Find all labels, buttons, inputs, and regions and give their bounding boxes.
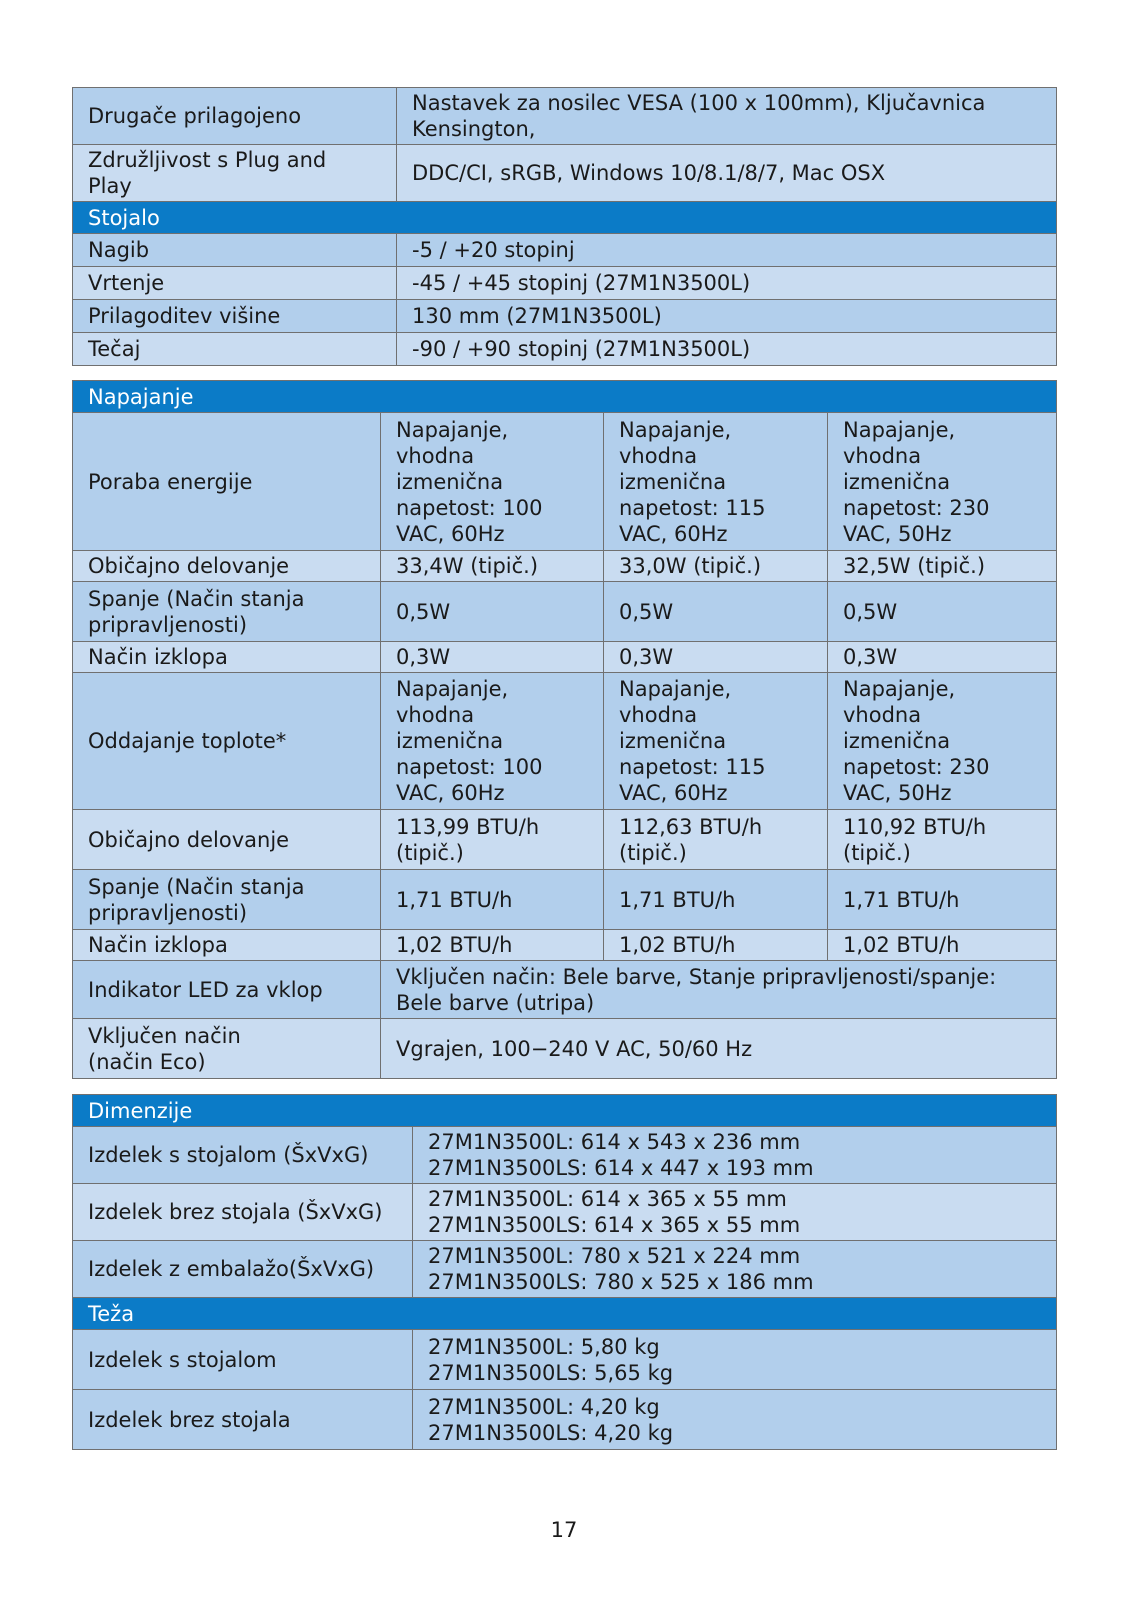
row-value: -45 / +45 stopinj (27M1N3500L) (397, 267, 1057, 300)
table-row (73, 234, 1057, 267)
row-value: 0,5W (604, 582, 828, 642)
value-line: 27M1N3500L: 4,20 kg (428, 1394, 660, 1419)
value-line: napetost: 100 (396, 495, 543, 520)
value-line: 27M1N3500LS: 614 x 365 x 55 mm (428, 1213, 801, 1237)
row-value (413, 1241, 1057, 1298)
row-value: 32,5W (tipič.) (828, 551, 1057, 582)
label-line: pripravljenosti) (88, 900, 248, 925)
section-header-dimenzije (73, 1095, 1057, 1127)
value-line: VAC, 60Hz (619, 781, 728, 805)
table-row (73, 413, 1057, 551)
value-line: napetost: 230 (843, 495, 990, 520)
row-value (828, 810, 1057, 870)
table-row (73, 1330, 1057, 1390)
label-line: Play (88, 174, 132, 198)
row-label: Običajno delovanje (73, 810, 381, 870)
value-line: izmenična (843, 469, 951, 494)
row-value: 1,71 BTU/h (604, 870, 828, 930)
row-label: Vrtenje (73, 267, 397, 300)
row-label: Izdelek s stojalom (73, 1330, 413, 1390)
value-line: Napajanje, (843, 677, 956, 701)
table-row (73, 1184, 1057, 1241)
row-label (73, 870, 381, 930)
table-row (73, 810, 1057, 870)
table-row (73, 145, 1057, 202)
value-line: Napajanje, (843, 417, 956, 442)
value-line: 112,63 BTU/h (619, 814, 763, 839)
table-row (73, 673, 1057, 810)
row-value (381, 961, 1057, 1019)
value-line: 27M1N3500LS: 4,20 kg (428, 1420, 674, 1445)
row-value: 0,3W (604, 642, 828, 673)
row-value: DDC/CI, sRGB, Windows 10/8.1/8/7, Mac OSX (397, 145, 1057, 202)
table-row (73, 1241, 1057, 1298)
row-value: 0,5W (828, 582, 1057, 642)
row-label: Izdelek s stojalom (ŠxVxG) (73, 1127, 413, 1184)
value-line: vhodna (619, 703, 698, 727)
row-value: 0,3W (828, 642, 1057, 673)
value-line: 113,99 BTU/h (396, 814, 540, 839)
value-line: Napajanje, (619, 417, 732, 442)
label-line: Spanje (Način stanja (88, 586, 305, 611)
section-title: Stojalo (73, 202, 1057, 234)
value-line: napetost: 230 (843, 755, 990, 779)
row-value (413, 1127, 1057, 1184)
section-header-teza (73, 1298, 1057, 1330)
table-row (73, 300, 1057, 333)
value-line: (tipič.) (396, 840, 464, 865)
row-value (381, 413, 604, 551)
row-label: Izdelek brez stojala (73, 1390, 413, 1450)
row-label: Običajno delovanje (73, 551, 381, 582)
section-header-stojalo (73, 202, 1057, 234)
value-line: vhodna (396, 703, 475, 727)
row-value: 130 mm (27M1N3500L) (397, 300, 1057, 333)
value-line: izmenična (619, 469, 727, 494)
value-line: 27M1N3500LS: 614 x 447 x 193 mm (428, 1156, 814, 1180)
row-label: Oddajanje toplote* (73, 673, 381, 810)
row-value (604, 413, 828, 551)
table-row (73, 551, 1057, 582)
row-label: Tečaj (73, 333, 397, 366)
page-number: 17 (550, 1518, 578, 1542)
table-row (73, 961, 1057, 1019)
value-line: izmenična (396, 729, 504, 753)
value-line: napetost: 115 (619, 495, 766, 520)
value-line: vhodna (396, 443, 475, 468)
row-label (73, 582, 381, 642)
value-line: izmenična (619, 729, 727, 753)
value-line: 27M1N3500LS: 780 x 525 x 186 mm (428, 1270, 814, 1294)
value-line: 110,92 BTU/h (843, 814, 987, 839)
value-line: vhodna (619, 443, 698, 468)
row-value: -5 / +20 stopinj (397, 234, 1057, 267)
section-header-napajanje (73, 381, 1057, 413)
row-value: 1,02 BTU/h (604, 930, 828, 961)
value-line: (tipič.) (843, 840, 911, 865)
table-row (73, 1127, 1057, 1184)
value-line: VAC, 50Hz (843, 521, 952, 546)
value-line: Bele barve (utripa) (396, 990, 595, 1015)
value-line: vhodna (843, 443, 922, 468)
value-line: 27M1N3500L: 614 x 543 x 236 mm (428, 1130, 801, 1154)
value-line: Nastavek za nosilec VESA (100 x 100mm), Ključavnica (412, 91, 986, 115)
table-row (73, 642, 1057, 673)
table-row (73, 870, 1057, 930)
value-line: VAC, 60Hz (396, 781, 505, 805)
section-title: Napajanje (73, 381, 1057, 413)
table-row (73, 267, 1057, 300)
label-line: (način Eco) (88, 1049, 206, 1074)
value-line: Napajanje, (396, 677, 509, 701)
row-label: Indikator LED za vklop (73, 961, 381, 1019)
value-line: 27M1N3500LS: 5,65 kg (428, 1360, 674, 1385)
row-value (604, 810, 828, 870)
row-label: Prilagoditev višine (73, 300, 397, 333)
row-label: Način izklopa (73, 930, 381, 961)
row-value: 0,5W (381, 582, 604, 642)
row-value (828, 673, 1057, 810)
table-row (73, 930, 1057, 961)
value-line: 27M1N3500L: 614 x 365 x 55 mm (428, 1187, 787, 1211)
label-line: pripravljenosti) (88, 612, 248, 637)
value-line: Napajanje, (396, 417, 509, 442)
table-row (73, 88, 1057, 145)
label-line: Vključen način (88, 1023, 241, 1048)
value-line: Kensington, (412, 117, 536, 141)
row-value: 1,02 BTU/h (381, 930, 604, 961)
value-line: Vključen način: Bele barve, Stanje pripravljenosti/spanje: (396, 964, 997, 989)
spec-table-general (72, 87, 1057, 366)
label-line: Spanje (Način stanja (88, 874, 305, 899)
row-value: 1,71 BTU/h (381, 870, 604, 930)
row-label: Drugače prilagojeno (73, 88, 397, 145)
row-value: 1,02 BTU/h (828, 930, 1057, 961)
value-line: VAC, 60Hz (619, 521, 728, 546)
row-label (73, 145, 397, 202)
value-line: napetost: 100 (396, 755, 543, 779)
value-line: 27M1N3500L: 780 x 521 x 224 mm (428, 1244, 801, 1268)
row-value (413, 1184, 1057, 1241)
row-value (413, 1330, 1057, 1390)
row-value (413, 1390, 1057, 1450)
row-value (604, 673, 828, 810)
value-line: VAC, 60Hz (396, 521, 505, 546)
value-line: 27M1N3500L: 5,80 kg (428, 1334, 660, 1359)
row-value (828, 413, 1057, 551)
table-row (73, 582, 1057, 642)
row-label: Izdelek z embalažo(ŠxVxG) (73, 1241, 413, 1298)
value-line: VAC, 50Hz (843, 781, 952, 805)
spec-table-power (72, 380, 1057, 1079)
row-value: 33,4W (tipič.) (381, 551, 604, 582)
value-line: vhodna (843, 703, 922, 727)
row-value: 0,3W (381, 642, 604, 673)
row-value: -90 / +90 stopinj (27M1N3500L) (397, 333, 1057, 366)
table-row (73, 1019, 1057, 1079)
value-line: napetost: 115 (619, 755, 766, 779)
table-row (73, 333, 1057, 366)
label-line: Združljivost s Plug and (88, 148, 327, 172)
spec-table-dimensions (72, 1094, 1057, 1450)
section-title: Dimenzije (73, 1095, 1057, 1127)
value-line: izmenična (843, 729, 951, 753)
row-value (397, 88, 1057, 145)
row-value: Vgrajen, 100−240 V AC, 50/60 Hz (381, 1019, 1057, 1079)
row-label (73, 1019, 381, 1079)
row-label: Način izklopa (73, 642, 381, 673)
row-label: Poraba energije (73, 413, 381, 551)
value-line: (tipič.) (619, 840, 687, 865)
table-row (73, 1390, 1057, 1450)
row-value: 33,0W (tipič.) (604, 551, 828, 582)
value-line: izmenična (396, 469, 504, 494)
section-title: Teža (73, 1298, 1057, 1330)
row-value (381, 673, 604, 810)
value-line: Napajanje, (619, 677, 732, 701)
row-label: Nagib (73, 234, 397, 267)
row-value: 1,71 BTU/h (828, 870, 1057, 930)
row-label: Izdelek brez stojala (ŠxVxG) (73, 1184, 413, 1241)
row-value (381, 810, 604, 870)
